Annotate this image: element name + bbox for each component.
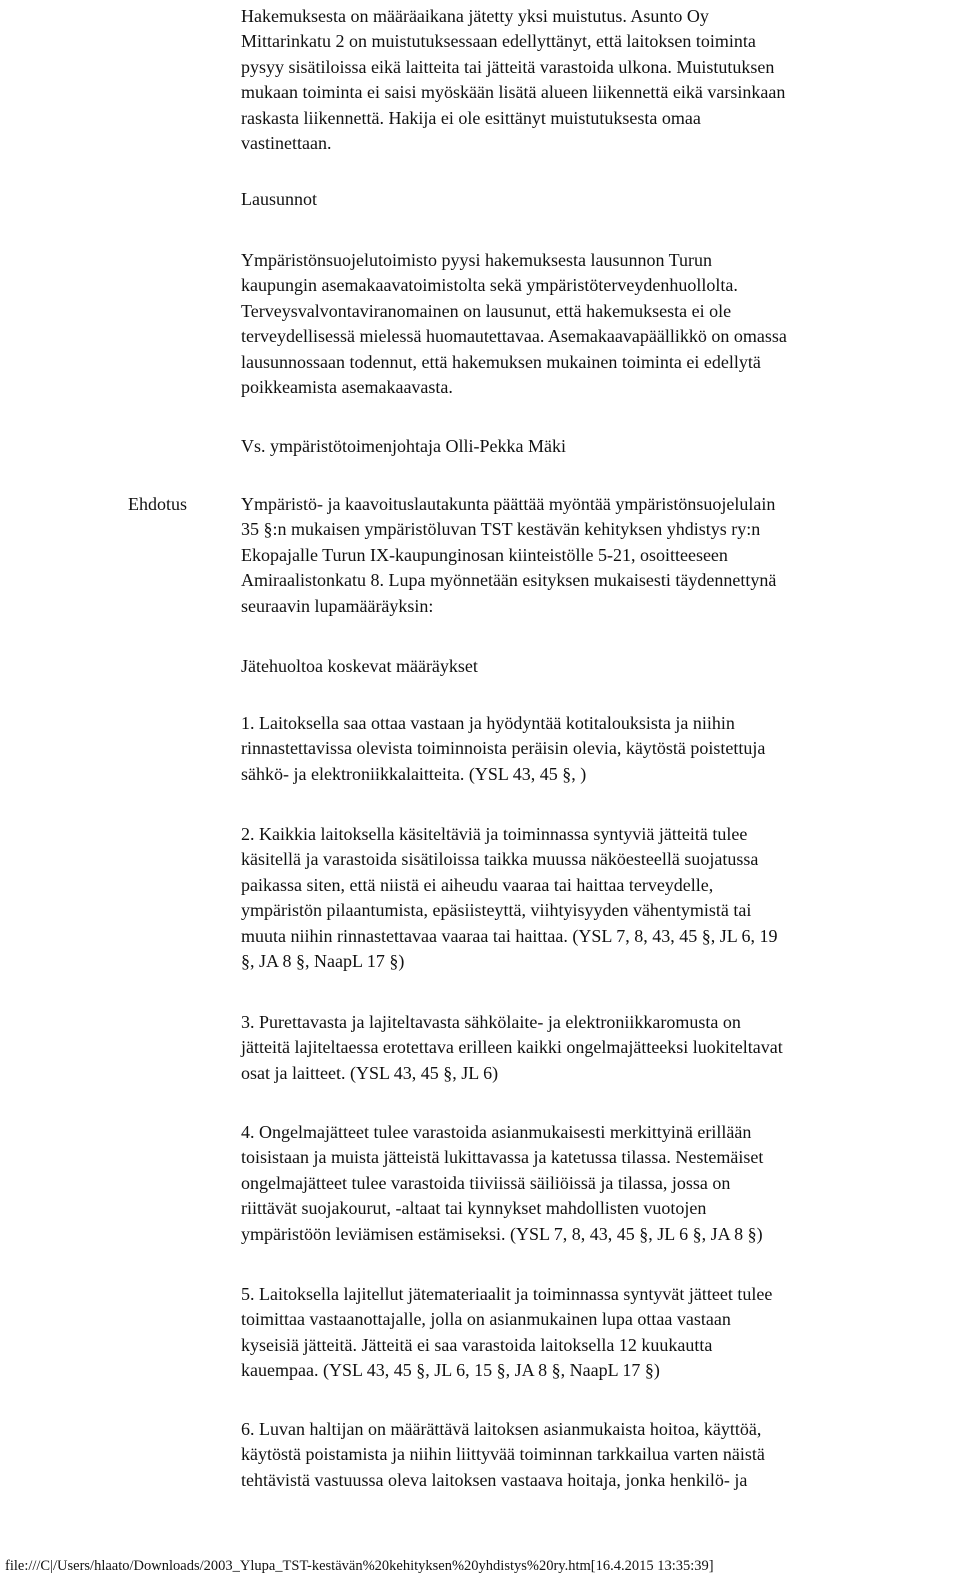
list-item-text: 1. Laitoksella saa ottaa vastaan ja hyödyntää kotitalouksista ja niihin rinnastettavissa olevista toiminnoista peräisin olevia, käytöstä poistettuja sähkö- ja elektroniikkalaitteita. (YSL 43, 45 §, ) <box>241 713 766 784</box>
waste-heading-text: Jätehuoltoa koskevat määräykset <box>241 656 478 676</box>
statements-text: Ympäristönsuojelutoimisto pyysi hakemuksesta lausunnon Turun kaupungin asemakaavatoimistolta sekä ympäristöterveydenhuollolta. Terveysvalvontaviranomainen on lausunut, että hakemuksesta ei ole terveydellisessä mielessä huomautettavaa. Asemakaavapäällikkö on omassa lausunnossaan todennut, että hakemuksen mukainen toiminta ei edellytä poikkeamista asemakaavasta. <box>241 250 787 398</box>
list-item-text: 4. Ongelmajätteet tulee varastoida asianmukaisesti merkittyinä erillään toisistaan ja muista jätteistä lukittavassa ja katetussa tilassa. Nestemäiset ongelmajätteet tulee varastoida tiiviissä säiliöissä ja tilassa, jossa on riittävät suojakourut, -altaat tai kynnykset mahdollisten vuotojen ympäristöön leviämisen estämiseksi. (YSL 7, 8, 43, 45 §, JL 6 §, JA 8 §) <box>241 1122 764 1244</box>
proposal-text: Ympäristö- ja kaavoituslautakunta päättää myöntää ympäristönsuojelulain 35 §:n mukaisen ympäristöluvan TST kestävän kehityksen yhdistys ry:n Ekopajalle Turun IX-kaupunginosan kiinteistölle 5-21, osoitteeseen Amiraalistonkatu 8. Lupa myönnetään esityksen mukaisesti täydennettynä seuraavin lupamääräyksin: <box>241 494 777 616</box>
footer-file-path: file:///C|/Users/hlaato/Downloads/2003_Ylupa_TST-kestävän%20kehityksen%20yhdistys%20ry.htm[16.4.2015 13:35:39] <box>5 1558 714 1574</box>
statements-paragraph <box>241 248 953 400</box>
intro-text: Hakemuksesta on määräaikana jätetty yksi muistutus. Asunto Oy Mittarinkatu 2 on muistutuksessaan edellyttänyt, että laitoksen toiminta pysyy sisätiloissa eikä laitteita tai jätteitä varastoida ulkona. Muistutuksen mukaan toiminta ei saisi myöskään lisätä alueen liikennettä eikä varsinkaan raskasta liikennettä. Hakija ei ole esittänyt muistutuksesta omaa vastinettaan. <box>241 6 786 154</box>
intro-paragraph <box>241 4 953 156</box>
list-item-text: 3. Purettavasta ja lajiteltavasta sähkölaite- ja elektroniikkaromusta on jätteitä lajiteltaessa erotettava erilleen kaikki ongelmajätteeksi luokiteltavat osat ja laitteet. (YSL 43, 45 §, JL 6) <box>241 1012 783 1083</box>
presenter-line <box>241 434 953 459</box>
list-item <box>241 822 953 974</box>
waste-heading <box>241 654 953 679</box>
proposal-paragraph <box>241 492 953 619</box>
list-item-text: 2. Kaikkia laitoksella käsiteltäviä ja toiminnassa syntyviä jätteitä tulee käsitellä ja varastoida sisätiloissa taikka muussa näköesteellä suojatussa paikassa siten, että niistä ei aiheudu vaaraa tai haittaa terveydelle, ympäristön pilaantumista, epäsiisteyttä, viihtyisyyden vähentymistä tai muuta niihin rinnastettavaa vaaraa tai haittaa. (YSL 7, 8, 43, 45 §, JL 6, 19 §, JA 8 §, NaapL 17 §) <box>241 824 778 972</box>
presenter-text: Vs. ympäristötoimenjohtaja Olli-Pekka Mäki <box>241 436 566 456</box>
statements-heading <box>241 187 953 212</box>
list-item-text: 5. Laitoksella lajitellut jätemateriaalit ja toiminnassa syntyvät jätteet tulee toimittaa vastaanottajalle, jolla on asianmukainen lupa ottaa vastaan kyseisiä jätteitä. Jätteitä ei saa varastoida laitoksella 12 kuukautta kauempaa. (YSL 43, 45 §, JL 6, 15 §, JA 8 §, NaapL 17 §) <box>241 1284 773 1381</box>
list-item <box>241 711 953 787</box>
list-item <box>241 1282 953 1384</box>
proposal-label: Ehdotus <box>128 494 188 514</box>
statements-heading-text: Lausunnot <box>241 189 317 209</box>
list-item <box>241 1417 953 1493</box>
list-item-text: 6. Luvan haltijan on määrättävä laitoksen asianmukaista hoitoa, käyttöä, käytöstä poistamista ja niihin liittyvää toiminnan tarkkailua varten näistä tehtävistä vastuussa oleva laitoksen vastaava hoitaja, jonka henkilö- ja <box>241 1419 765 1490</box>
list-item <box>241 1120 953 1247</box>
list-item <box>241 1010 953 1086</box>
